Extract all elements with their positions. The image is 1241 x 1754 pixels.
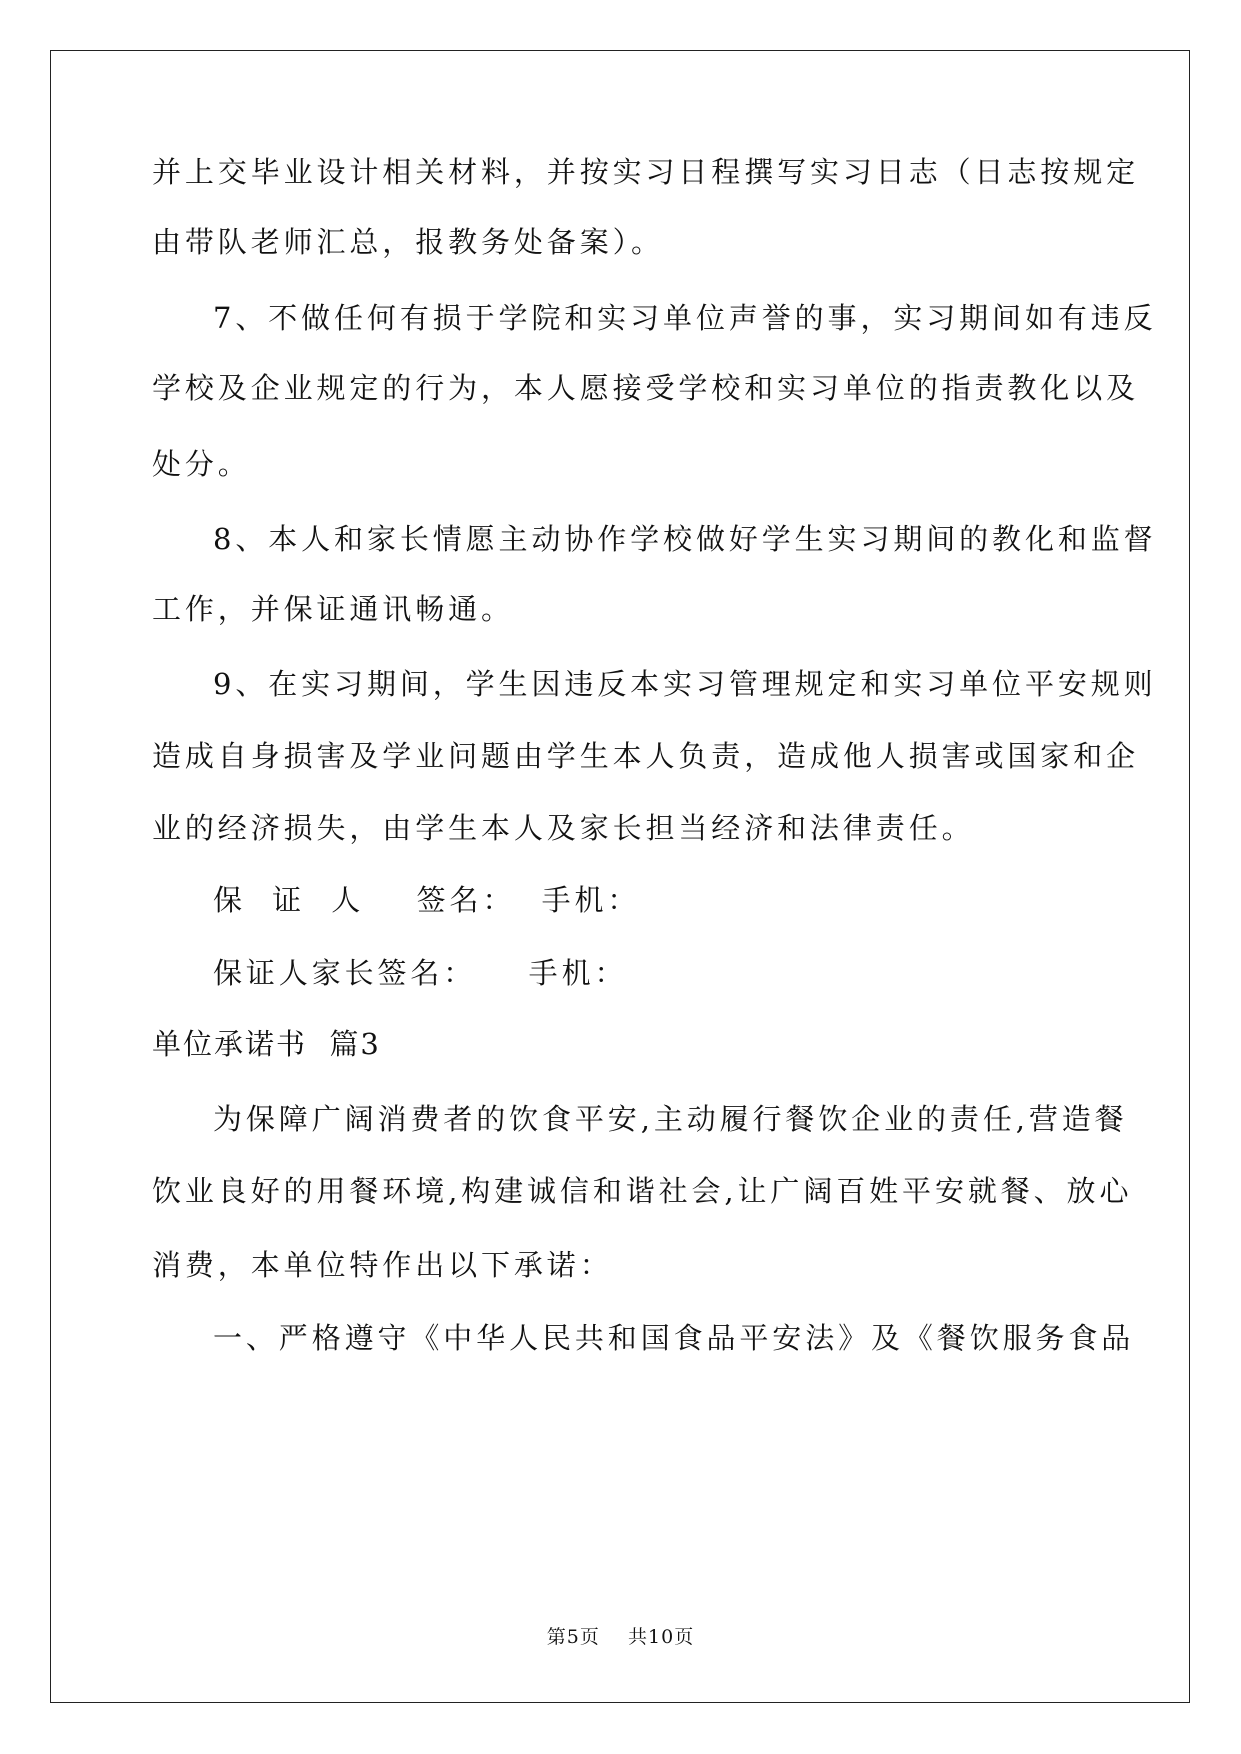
paragraph-line: 处分。 bbox=[152, 447, 251, 481]
section-heading: 单位承诺书 篇3 bbox=[152, 1027, 381, 1061]
paragraph-line: 为保障广阔消费者的饮食平安,主动履行餐饮企业的责任,营造餐 bbox=[213, 1102, 1128, 1136]
paragraph-line: 消费，本单位特作出以下承诺： bbox=[152, 1248, 613, 1282]
paragraph-line: 8、本人和家长情愿主动协作学校做好学生实习期间的教化和监督 bbox=[213, 522, 1157, 556]
paragraph-line: 学校及企业规定的行为，本人愿接受学校和实习单位的指责教化以及 bbox=[152, 371, 1140, 405]
signature-line: 保证人家长签名： 手机： bbox=[213, 956, 628, 990]
paragraph-line: 工作，并保证通讯畅通。 bbox=[152, 592, 514, 626]
paragraph-line: 业的经济损失，由学生本人及家长担当经济和法律责任。 bbox=[152, 811, 975, 845]
paragraph-line: 7、不做任何有损于学院和实习单位声誉的事，实习期间如有违反 bbox=[213, 301, 1157, 335]
paragraph-line: 造成自身损害及学业问题由学生本人负责，造成他人损害或国家和企 bbox=[152, 739, 1140, 773]
paragraph-line: 9、在实习期间，学生因违反本实习管理规定和实习单位平安规则 bbox=[213, 667, 1157, 701]
paragraph-line: 并上交毕业设计相关材料，并按实习日程撰写实习日志（日志按规定 bbox=[152, 155, 1140, 189]
paragraph-line: 一、严格遵守《中华人民共和国食品平安法》及《餐饮服务食品 bbox=[213, 1321, 1135, 1355]
signature-line: 保 证 人 签名： 手机： bbox=[213, 883, 641, 917]
paragraph-line: 由带队老师汇总，报教务处备案）。 bbox=[152, 225, 664, 259]
page-footer: 第5页 共10页 bbox=[546, 1626, 695, 1648]
paragraph-line: 饮业良好的用餐环境,构建诚信和谐社会,让广阔百姓平安就餐、放心 bbox=[152, 1174, 1133, 1208]
